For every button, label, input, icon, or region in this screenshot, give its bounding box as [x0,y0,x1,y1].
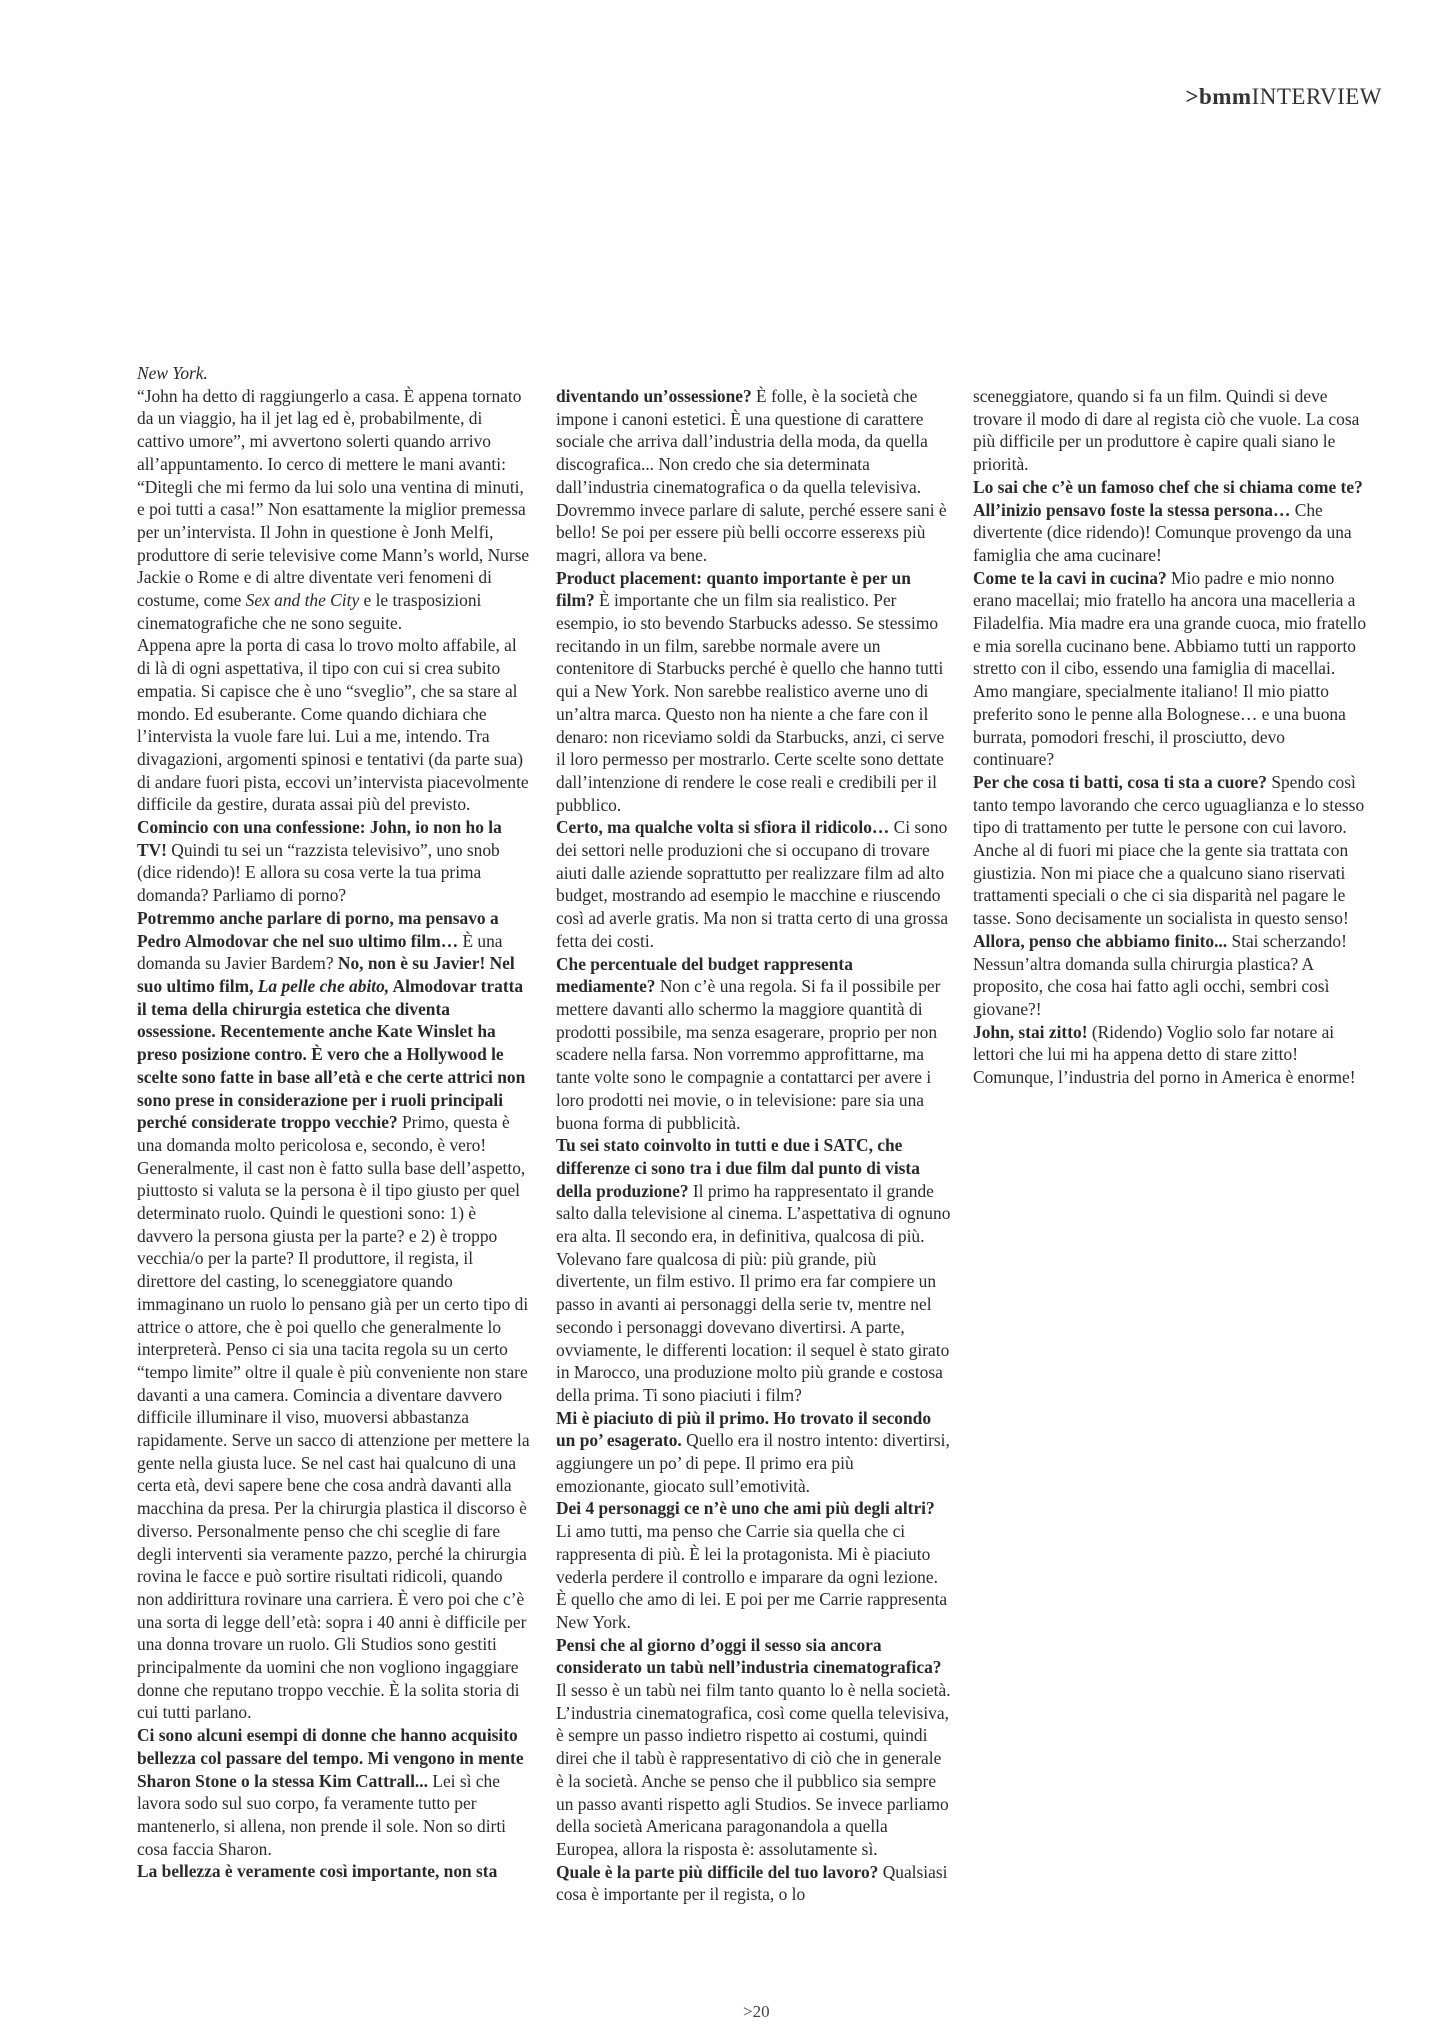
paragraph [973,930,1368,1021]
body-text: e le trasposizioni cinematografiche che ne sono seguite. [137,590,482,633]
body-text: Ci sono dei settori nelle produzioni che si occupano di trovare aiuti dalle aziende soprattutto per realizzare film ad alto budget, mostrando ad esempio le macchine e riuscendo così ad averle gratis. Ma non si tratta certo di una grossa fetta dei costi. [556,817,949,951]
section-title: INTERVIEW [1251,84,1382,109]
paragraph [556,1861,951,1906]
body-text: Sex and the City [245,590,360,611]
body-text: Quello era il nostro intento: divertirsi, aggiungere un po’ di pepe. Il primo era più emozionante, giocato sull’emotività. [556,1430,950,1496]
question-text: Mi è piaciuto di più il primo. Ho trovato il secondo un po’ esagerato. [556,1407,932,1451]
question-text: Allora, penso che abbiamo finito... [973,930,1228,951]
question-text: Per che cosa ti batti, cosa ti sta a cuore? [973,771,1267,792]
paragraph [137,1724,532,1860]
paragraph [973,567,1368,771]
paragraph [556,1497,951,1633]
body-text: Spendo così tanto tempo lavorando che cerco uguaglianza e lo stesso tipo di trattamento per tutte le persone con cui lavoro. Anche al di fuori mi piace che la gente sia trattata con giustizia. Non mi piace che a qualcuno siano riservati trattamenti speciali o che ci sia disparità nel pagare le tasse. Sono decisamente un socialista in questo senso! [973,771,1365,929]
paragraph [556,953,951,1135]
body-text: Quindi tu sei un “razzista televisivo”, uno snob (dice ridendo)! E allora su cosa verte la tua prima domanda? Parliamo di porno? [137,839,500,906]
paragraph [973,476,1368,567]
body-text: “John ha detto di raggiungerlo a casa. È appena tornato da un viaggio, ha il jet lag ed è, probabilmente, di cattivo umore”, mi avvertono solerti quando arrivo all’appuntamento. Io cerco di mettere le mani avanti: “Ditegli che mi fermo da lui solo una ventina di minuti, e poi tutti a casa!” Non esattamente la miglior premessa per un’intervista. Il John in questione è Jonh Melfi, produttore di serie televisive come Mann’s world, Nurse Jackie o Rome e di altre diventate veri fenomeni di costume, come [137,385,530,611]
question-text: La pelle che abito, [257,975,390,996]
paragraph [137,816,532,907]
body-text: È importante che un film sia realistico. Per esempio, io sto bevendo Starbucks adesso. Se stessimo recitando in un film, sarebbe normale avere un contenitore di Starbucks perché è quello che hanno tutti qui a New York. Non sarebbe realistico averne uno di un’altra marca. Questo non ha niente a che fare con il denaro: non riceviamo soldi da Starbucks, anzi, ci serve il loro permesso per mostrarlo. Certe scelte sono dettate dall’intenzione di rendere le cose reali e credibili per il pubblico. [556,590,945,815]
body-text: Che divertente (dice ridendo)! Comunque provengo da una famiglia che ama cucinare! [973,499,1352,565]
body-text: Li amo tutti, ma penso che Carrie sia quella che ci rappresenta di più. È lei la protagonista. Mi è piaciuto vederla perdere il controllo e imparare da ogni lezione. È quello che amo di lei. E poi per me Carrie rappresenta New York. [556,1521,948,1632]
text-column-2 [556,385,951,1906]
question-text: La bellezza è veramente così importante, non sta [137,1861,498,1882]
paragraph [973,771,1368,930]
question-text: Almodovar tratta il tema della chirurgia estetica che diventa ossessione. Recentemente anche Kate Winslet ha preso posizione contro. È vero che a Hollywood le scelte sono fatte in base all’età e che certe attrici non sono prese in considerazione per i ruoli principali perché considerate troppo vecchie? [137,975,526,1133]
text-column-3 [973,385,1368,1089]
body-text: New York. [137,363,208,383]
paragraph [137,362,532,385]
paragraph [973,1021,1368,1089]
body-text: Lei sì che lavora sodo sul suo corpo, fa veramente tutto per mantenerlo, si allena, non prende il sole. Non so dirti cosa faccia Sharon. [137,1770,506,1859]
question-text: Certo, ma qualche volta si sfiora il ridicolo… [556,817,890,838]
paragraph [556,567,951,817]
text-column-1 [137,362,532,1883]
question-text: Product placement: quanto importante è per un film? [556,567,911,611]
page-number: >20 [743,2002,770,2021]
question-text: Pensi che al giorno d’oggi il sesso sia ancora considerato un tabù nell’industria cinematografica? [556,1634,942,1678]
question-text: No, non è su Javier! Nel suo ultimo film, [137,953,515,996]
body-text: Non c’è una regola. Si fa il possibile per mettere davanti allo schermo la maggiore quantità di prodotti possibile, ma senza esagerare, proprio per non scadere nella farsa. Non vorremmo approfittarne, ma tante volte sono le compagnie a contattarci per avere i loro prodotti nei movie, o in televisione: pare sia una buona forma di pubblicità. [556,976,941,1133]
question-text: Lo sai che c’è un famoso chef che si chiama come te? All’inizio pensavo foste la stessa persona… [973,476,1363,520]
body-text: (Ridendo) Voglio solo far notare ai lettori che lui mi ha appena detto di stare zitto! Comunque, l’industria del porno in America è enorme! [973,1021,1356,1088]
question-text: diventando un’ossessione? [556,386,752,406]
body-text: Il primo ha rappresentato il grande salto dalla televisione al cinema. L’aspettativa di ognuno era alta. Il secondo era, in definitiva, qualcosa di più. Volevano fare qualcosa di più: più grande, più divertente, un film estivo. Il primo era far compiere un passo in avanti ai personaggi della serie tv, mentre nel secondo i personaggi dovevano divertirsi. A parte, ovviamente, le differenti location: il sequel è stato girato in Marocco, una produzione molto più grande e costosa della prima. Ti sono piaciuti i film? [556,1180,951,1405]
question-text: Ci sono alcuni esempi di donne che hanno acquisito bellezza col passare del tempo. Mi vengono in mente Sharon Stone o la stessa Kim Cattrall... [137,1725,524,1791]
paragraph [556,1134,951,1406]
question-text: Quale è la parte più difficile del tuo lavoro? [556,1861,879,1882]
question-text: Potremmo anche parlare di porno, ma pensavo a Pedro Almodovar che nel suo ultimo film… [137,907,499,951]
paragraph [137,634,532,816]
paragraph [137,1860,532,1883]
section-header [1185,84,1382,110]
question-text: Tu sei stato coinvolto in tutti e due i SATC, che differenze ci sono tra i due film dal punto di vista della produzione? [556,1135,920,1201]
body-text: Stai scherzando! Nessun’altra domanda sulla chirurgia plastica? A proposito, che cosa hai fatto agli occhi, sembri così giovane?! [973,930,1347,1019]
paragraph [556,816,951,952]
body-text: Primo, questa è una domanda molto pericolosa e, secondo, è vero! Generalmente, il cast non è fatto sulla base dell’aspetto, piuttosto si valuta se la persona è il tipo giusto per quel determinato ruolo. Quindi le questioni sono: 1) è davvero la persona giusta per la parte? e 2) è troppo vecchia/o per la parte? Il produttore, il regista, il direttore del casting, lo sceneggiatore quando immaginano un ruolo lo pensano già per un certo tipo di attrice o attore, che è poi quello che generalmente lo interpreterà. Penso ci sia una tacita regola su un certo “tempo limite” oltre il quale è più conveniente non stare davanti a una camera. Comincia a diventare davvero difficile illuminare il viso, muoversi abbastanza rapidamente. Serve un sacco di attenzione per mettere la gente nella giusta luce. Se nel cast hai qualcuno di una certa età, devi sapere bene che cosa andrà davanti alla macchina da presa. Per la chirurgia plastica il discorso è diverso. Personalmente penso che chi sceglie di fare degli interventi sia veramente pazzo, perché la chirurgia rovina le facce e può sortire risultati ridicoli, quando non addirittura rovinare una carriera. È vero poi che c’è una sorta di legge dell’età: sopra i 40 anni è difficile per una donna trovare un ruolo. Gli Studios sono gestiti principalmente da uomini che non vogliono ingaggiare donne che reputano troppo vecchie. È la solita storia di cui tutti parlano. [137,1112,530,1723]
paragraph [556,385,951,567]
body-text: È folle, è la società che impone i canoni estetici. È una questione di carattere sociale che arriva dall’industria della moda, da quella discografica... Non credo che sia determinata dall’industria cinematografica o da quella televisiva. Dovremmo invece parlare di salute, perché essere sani è bello! Se poi per essere più belli occorre esserexs più magri, allora va bene. [556,386,947,565]
question-text: John, stai zitto! [973,1021,1088,1042]
question-text: Che percentuale del budget rappresenta mediamente? [556,953,853,997]
paragraph [973,385,1368,476]
body-text: Il sesso è un tabù nei film tanto quanto lo è nella società. L’industria cinematografica, così come quella televisiva, è sempre un passo indietro rispetto ai costumi, quindi direi che il tabù è rappresentativo di ciò che in generale è la società. Anche se penso che il pubblico sia sempre un passo avanti rispetto agli Studios. Se invece parliamo della società Americana paragonandola a quella Europea, allora la risposta è: assolutamente sì. [556,1680,951,1859]
body-text: Appena apre la porta di casa lo trovo molto affabile, al di là di ogni aspettativa, il tipo con cui si crea subito empatia. Si capisce che è uno “sveglio”, che sa stare al mondo. Ed esuberante. Come quando dichiara che l’intervista la vuole fare lui. Lui a me, intendo. Tra divagazioni, argomenti spinosi e tentativi (da parte sua) di andare fuori pista, eccovi un’intervista piacevolmente difficile da gestire, durata assai più del previsto. [137,635,529,815]
paragraph [556,1634,951,1861]
body-text: È una domanda su Javier Bardem? [137,930,503,974]
magazine-brand: >bmm [1185,84,1252,109]
body-text: Mio padre e mio nonno erano macellai; mio fratello ha ancora una macelleria a Filadelfia. Mia madre era una grande cuoca, mio fratello e mia sorella cucinano bene. Abbiamo tutti un rapporto stretto con il cibo, essendo una famiglia di macellai. Amo mangiare, specialmente italiano! Il mio piatto preferito sono le penne alla Bolognese… e una buona burrata, pomodori freschi, il prosciutto, devo continuare? [973,567,1367,770]
paragraph [137,385,532,635]
paragraph [556,1407,951,1498]
question-text: Comincio con una confessione: John, io non ho la TV! [137,817,502,860]
question-text: Dei 4 personaggi ce n’è uno che ami più degli altri? [556,1498,935,1519]
question-text: Come te la cavi in cucina? [973,567,1167,588]
paragraph [137,907,532,1724]
body-text: sceneggiatore, quando si fa un film. Quindi si deve trovare il modo di dare al regista ciò che vuole. La cosa più difficile per un produttore è capire quali siano le priorità. [973,386,1360,475]
body-text: Qualsiasi cosa è importante per il regista, o lo [556,1861,948,1905]
